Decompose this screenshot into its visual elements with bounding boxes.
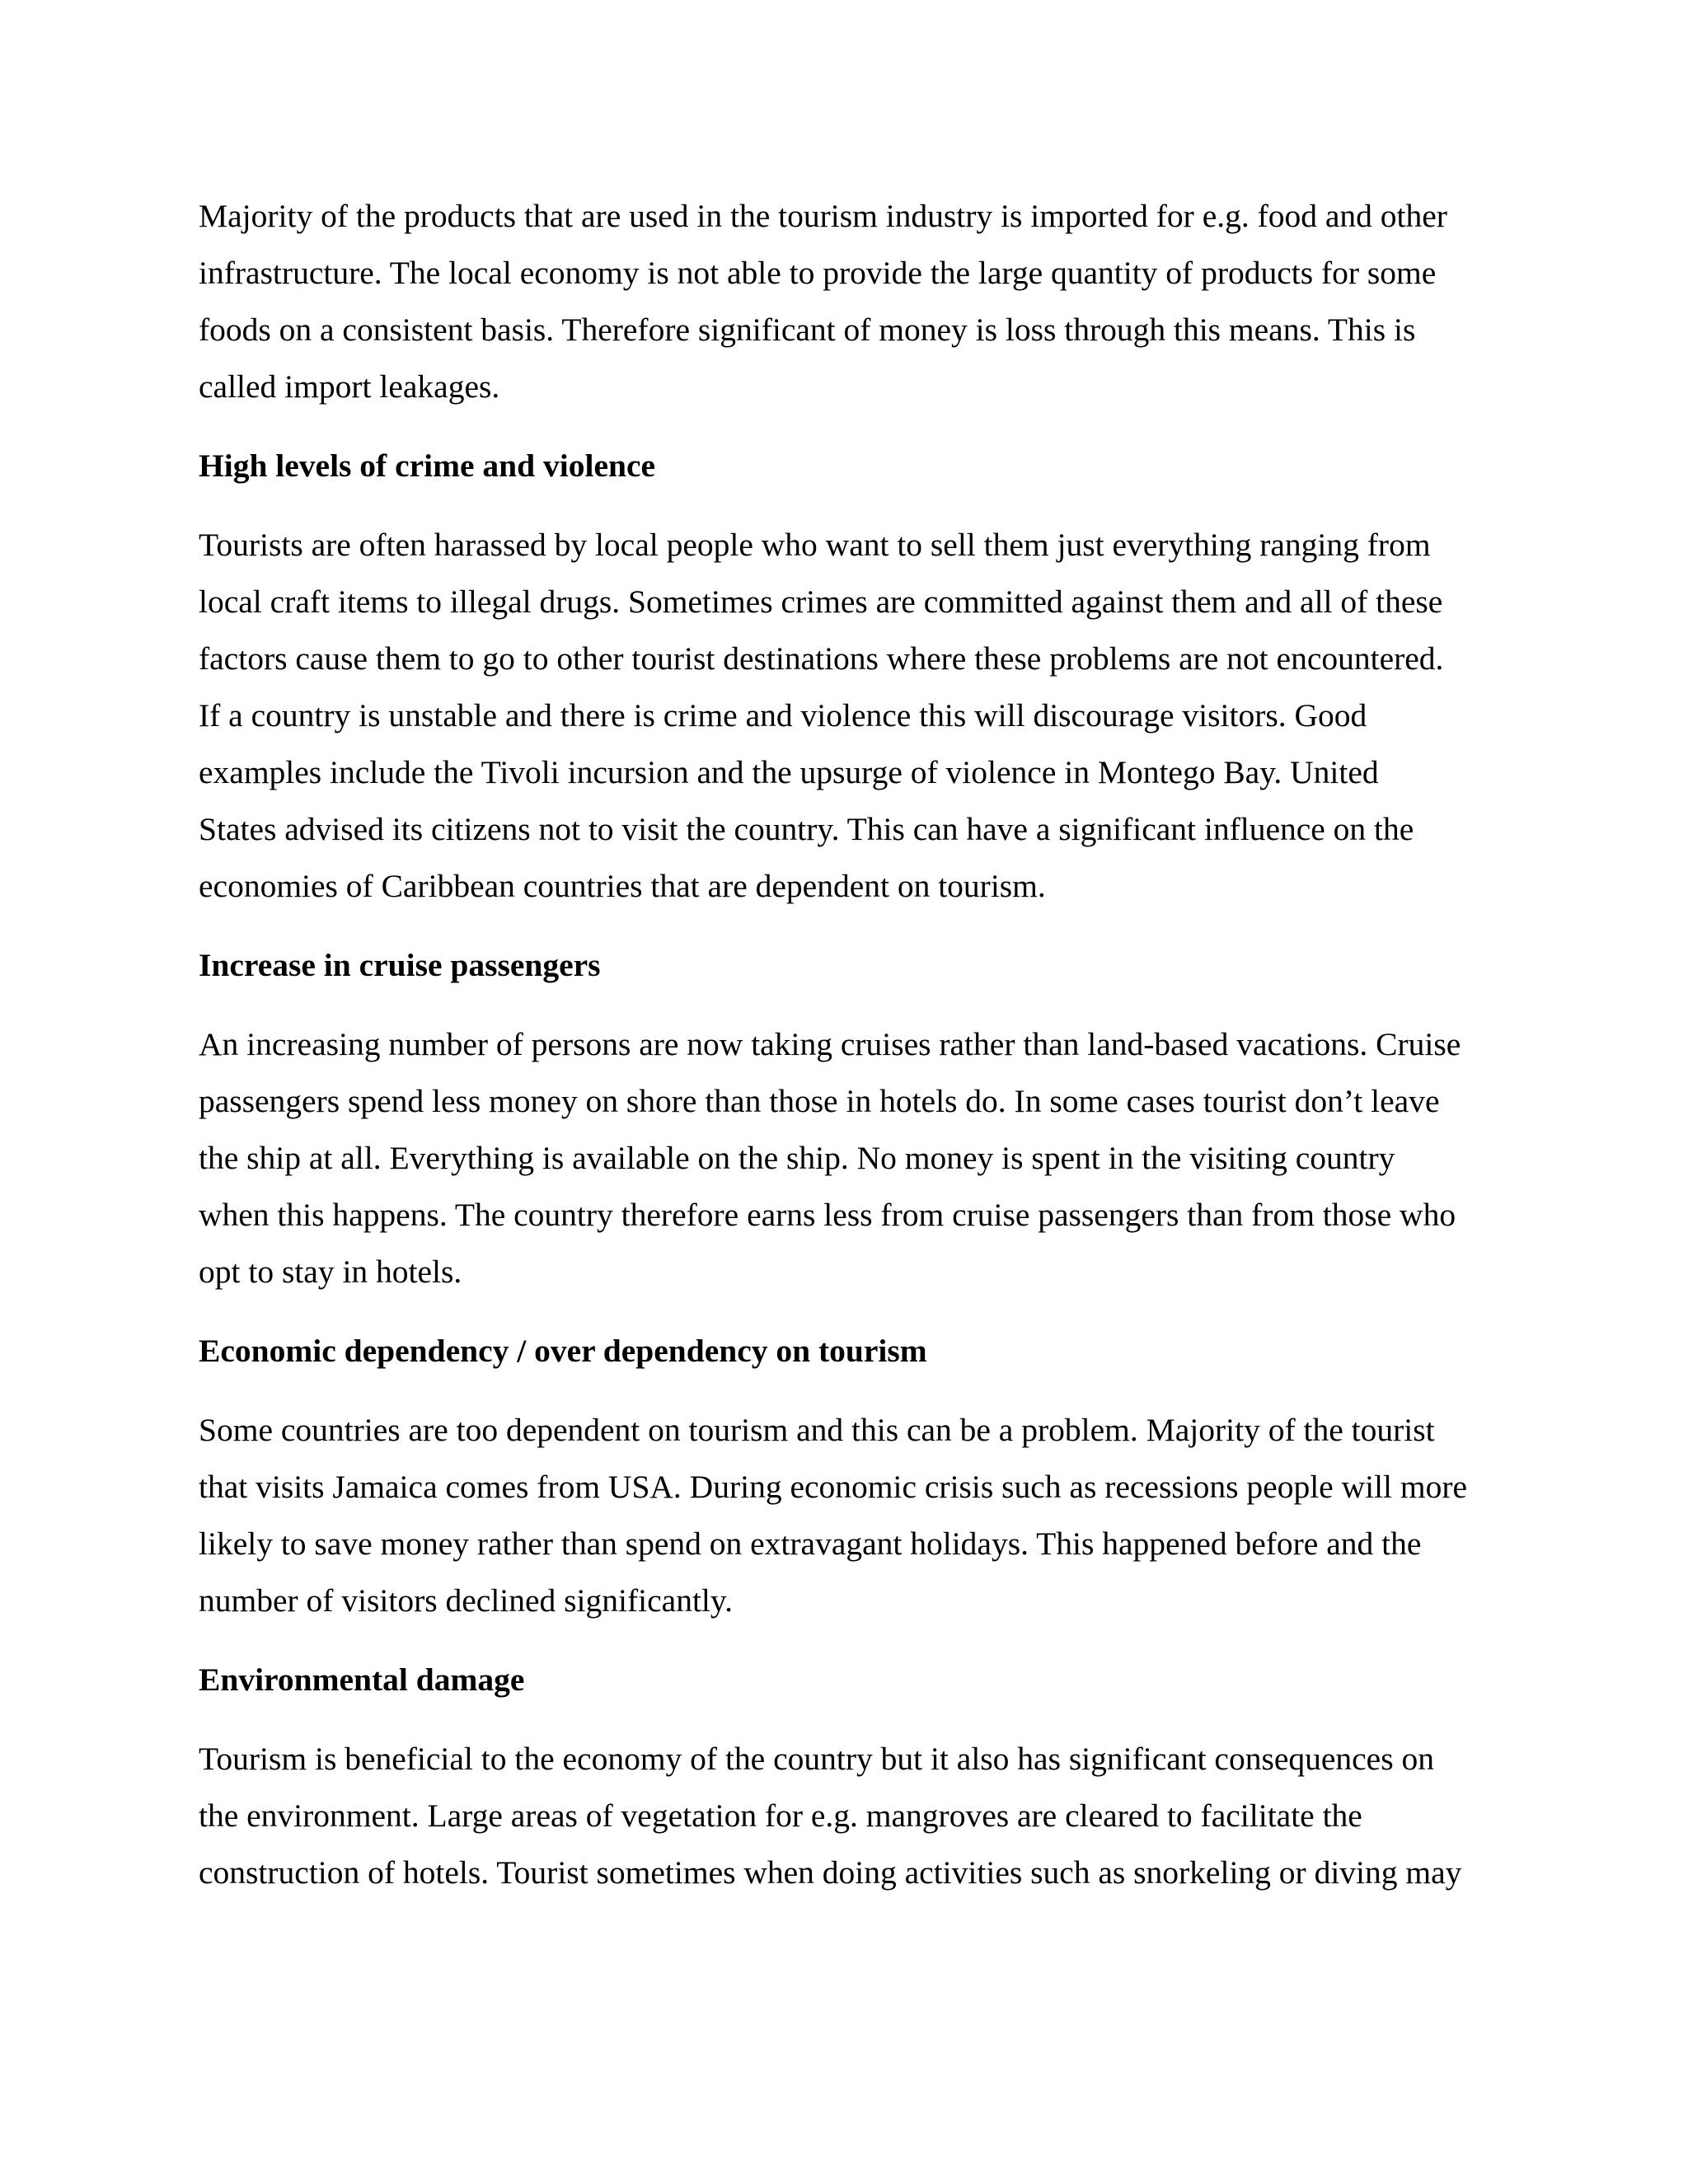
- section-body-crime: Tourists are often harassed by local people who want to sell them just everything ranging from local craft items to illegal drugs. Sometimes crimes are committed against them and all of these factors cause them to go to other tourist destinations where these problems are not encountered. If a country is unstable and there is crime and violence this will discourage visitors. Good examples include the Tivoli incursion and the upsurge of violence in Montego Bay. United States advised its citizens not to visit the country. This can have a significant influence on the economies of Caribbean countries that are dependent on tourism.: [199, 527, 1444, 904]
- section-heading-environment: Environmental damage: [199, 1661, 525, 1698]
- document-body: [199, 188, 1501, 1924]
- section-body-cruise: An increasing number of persons are now taking cruises rather than land-based vacations. Cruise passengers spend less money on shore than those in hotels do. In some cases tourist don’t leave the ship at all. Everything is available on the ship. No money is spent in the visiting country when this happens. The country therefore earns less from cruise passengers than from those who opt to stay in hotels.: [199, 1026, 1461, 1290]
- section-body-environment: Tourism is beneficial to the economy of the country but it also has significant consequences on the environment. Large areas of vegetation for e.g. mangroves are cleared to facilitate the construction of hotels. Tourist sometimes when doing activities such as snorkeling or diving may: [199, 1741, 1462, 1891]
- intro-paragraph: Majority of the products that are used in the tourism industry is imported for e.g. food and other infrastructure. The local economy is not able to provide the large quantity of products for some foods on a consistent basis. Therefore significant of money is loss through this means. This is called import leakages.: [199, 198, 1447, 405]
- section-body-dependency: Some countries are too dependent on tourism and this can be a problem. Majority of the tourist that visits Jamaica comes from USA. During economic crisis such as recessions people will more likely to save money rather than spend on extravagant holidays. This happened before and the number of visitors declined significantly.: [199, 1412, 1468, 1619]
- section-heading-dependency: Economic dependency / over dependency on tourism: [199, 1333, 927, 1369]
- section-heading-cruise: Increase in cruise passengers: [199, 947, 601, 983]
- section-heading-crime: High levels of crime and violence: [199, 448, 656, 484]
